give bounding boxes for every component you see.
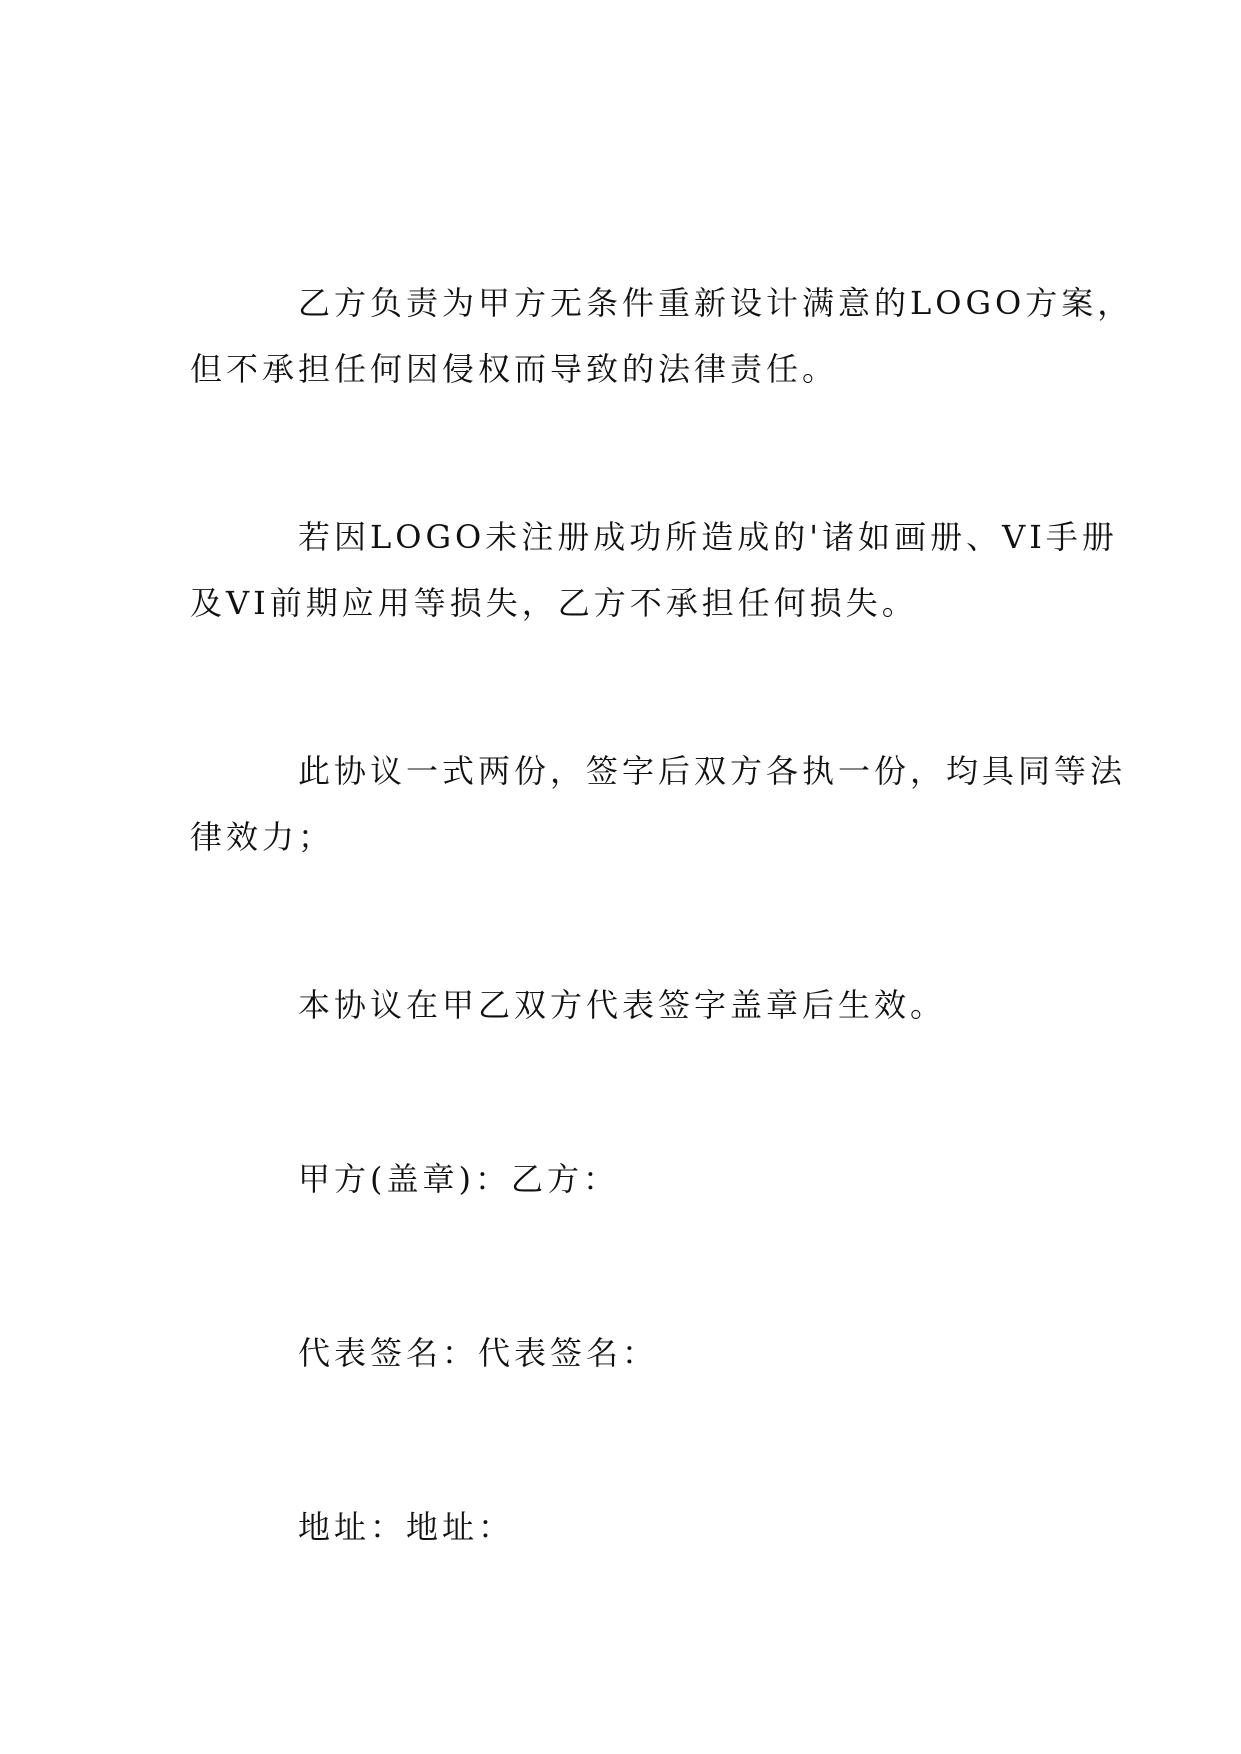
paragraph-line: 若因LOGO未注册成功所造成的'诸如画册、VI手册: [298, 518, 1118, 556]
paragraph-line: 甲方(盖章)：乙方：: [298, 1160, 619, 1198]
paragraph-line: 本协议在甲乙双方代表签字盖章后生效。: [298, 986, 947, 1024]
paragraph-line: 律效力；: [190, 818, 335, 856]
clause-copies-validity: [190, 738, 1127, 870]
clause-effective: [190, 972, 1055, 1038]
paragraph-line: 但不承担任何因侵权而导致的法律责任。: [190, 350, 839, 388]
paragraph-line: 代表签名：代表签名：: [298, 1334, 659, 1372]
paragraph-line: 及VI前期应用等损失，乙方不承担任何损失。: [190, 584, 918, 622]
paragraph-line: 地址：地址：: [298, 1508, 515, 1546]
signature-addresses: [190, 1494, 1055, 1560]
paragraph-line: 此协议一式两份，签字后双方各执一份，均具同等法: [298, 752, 1127, 790]
clause-redesign-logo: [190, 270, 1134, 402]
clause-registration-loss: [190, 504, 1118, 636]
signature-parties: [190, 1146, 1055, 1212]
paragraph-line: 乙方负责为甲方无条件重新设计满意的LOGO方案，: [298, 284, 1134, 322]
signature-representatives: [190, 1320, 1055, 1386]
